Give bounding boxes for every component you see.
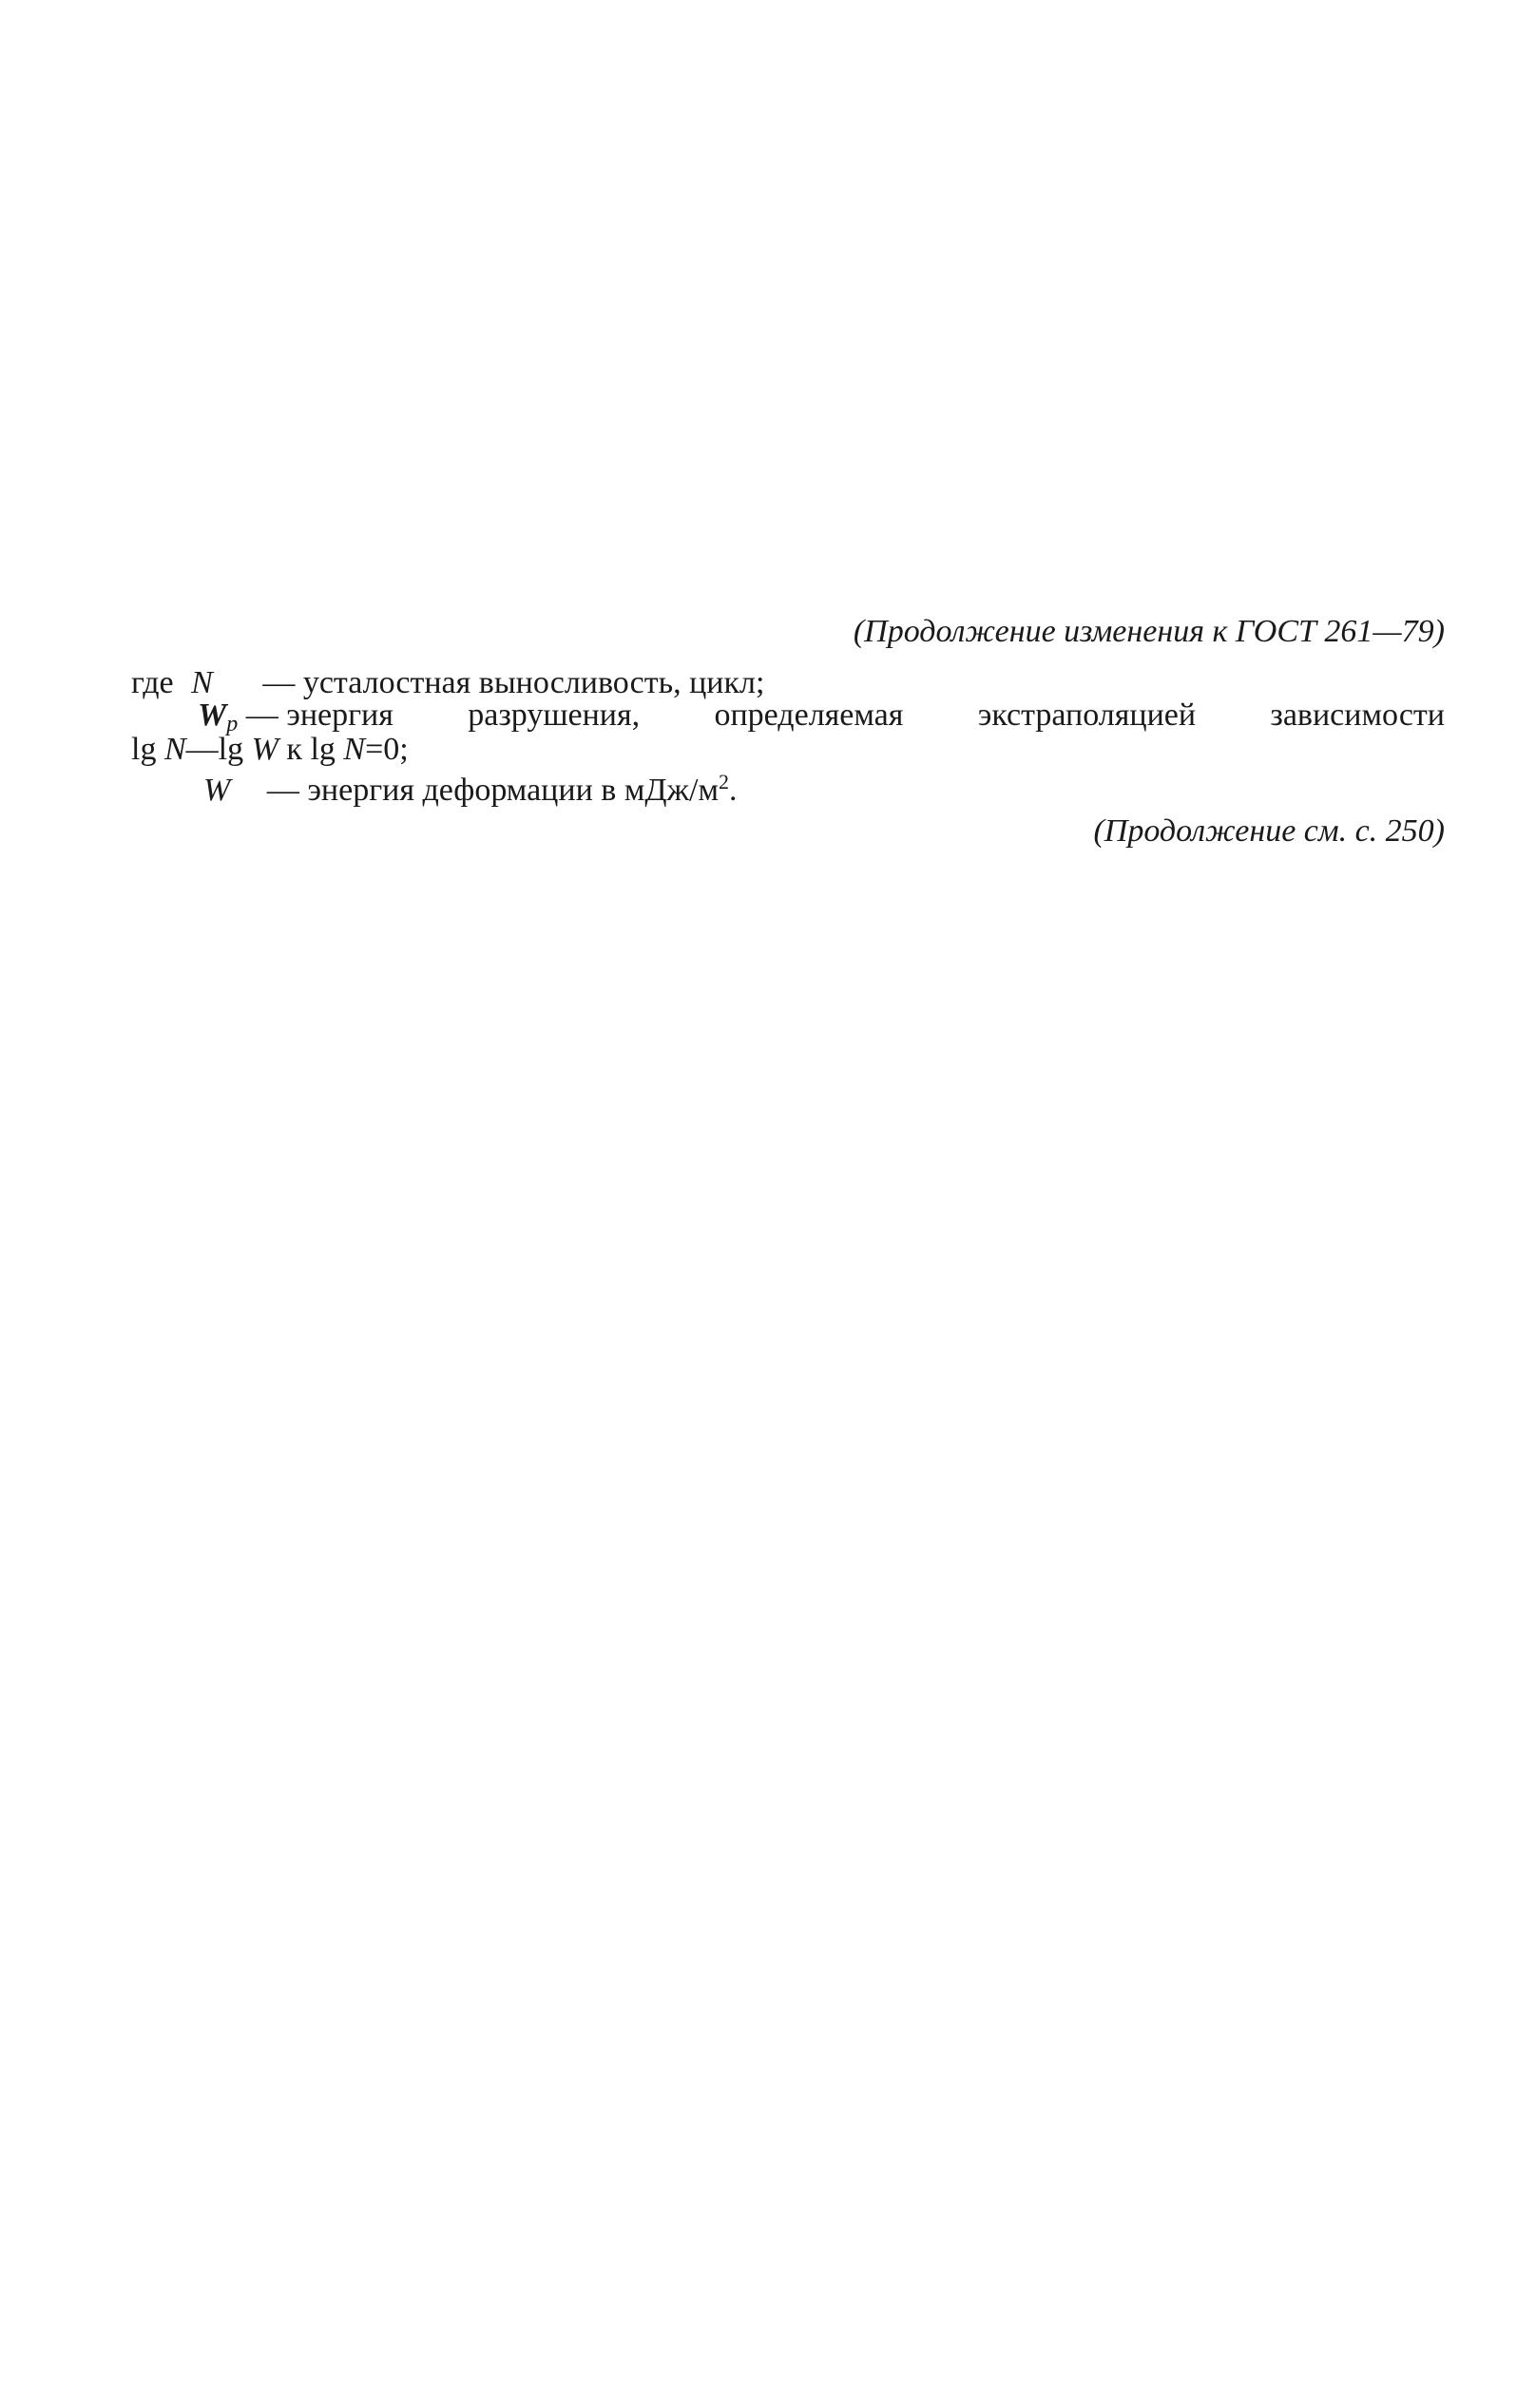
wp-word-1: — энергия <box>245 698 394 733</box>
lg-w: W <box>251 732 278 767</box>
definition-n <box>131 667 1445 699</box>
lg-end: =0; <box>365 732 409 767</box>
n-description: усталостная выносливость, цикл; <box>302 665 765 700</box>
w-symbol: W <box>203 773 231 808</box>
wp-word-3: определяемая <box>714 698 904 733</box>
n-symbol: N <box>191 665 213 700</box>
where-word: где <box>131 665 174 700</box>
lg-n2: N <box>343 732 366 767</box>
wp-subscript: р <box>226 712 239 736</box>
w-description-end: . <box>728 773 738 808</box>
w-description: — энергия деформации в мДж/м <box>266 773 719 808</box>
wp-word-2: разрушения, <box>468 698 641 733</box>
continuation-footer: (Продолжение см. с. 250) <box>1093 813 1445 849</box>
continuation-header: (Продолжение изменения к ГОСТ 261—79) <box>853 614 1445 649</box>
wp-symbol: W <box>198 698 227 733</box>
lg-mid: —lg <box>185 732 244 767</box>
lg-1: lg <box>131 732 157 767</box>
definition-w <box>131 766 1445 807</box>
w-unit-superscript: 2 <box>718 770 729 793</box>
definition-wp-continuation <box>131 734 1445 766</box>
n-dash: — <box>262 665 296 700</box>
lg-k: к lg <box>286 732 336 767</box>
wp-word-4: экстраполяцией <box>977 698 1197 733</box>
wp-word-5: зависимости <box>1270 698 1445 733</box>
lg-n: N <box>163 732 186 767</box>
